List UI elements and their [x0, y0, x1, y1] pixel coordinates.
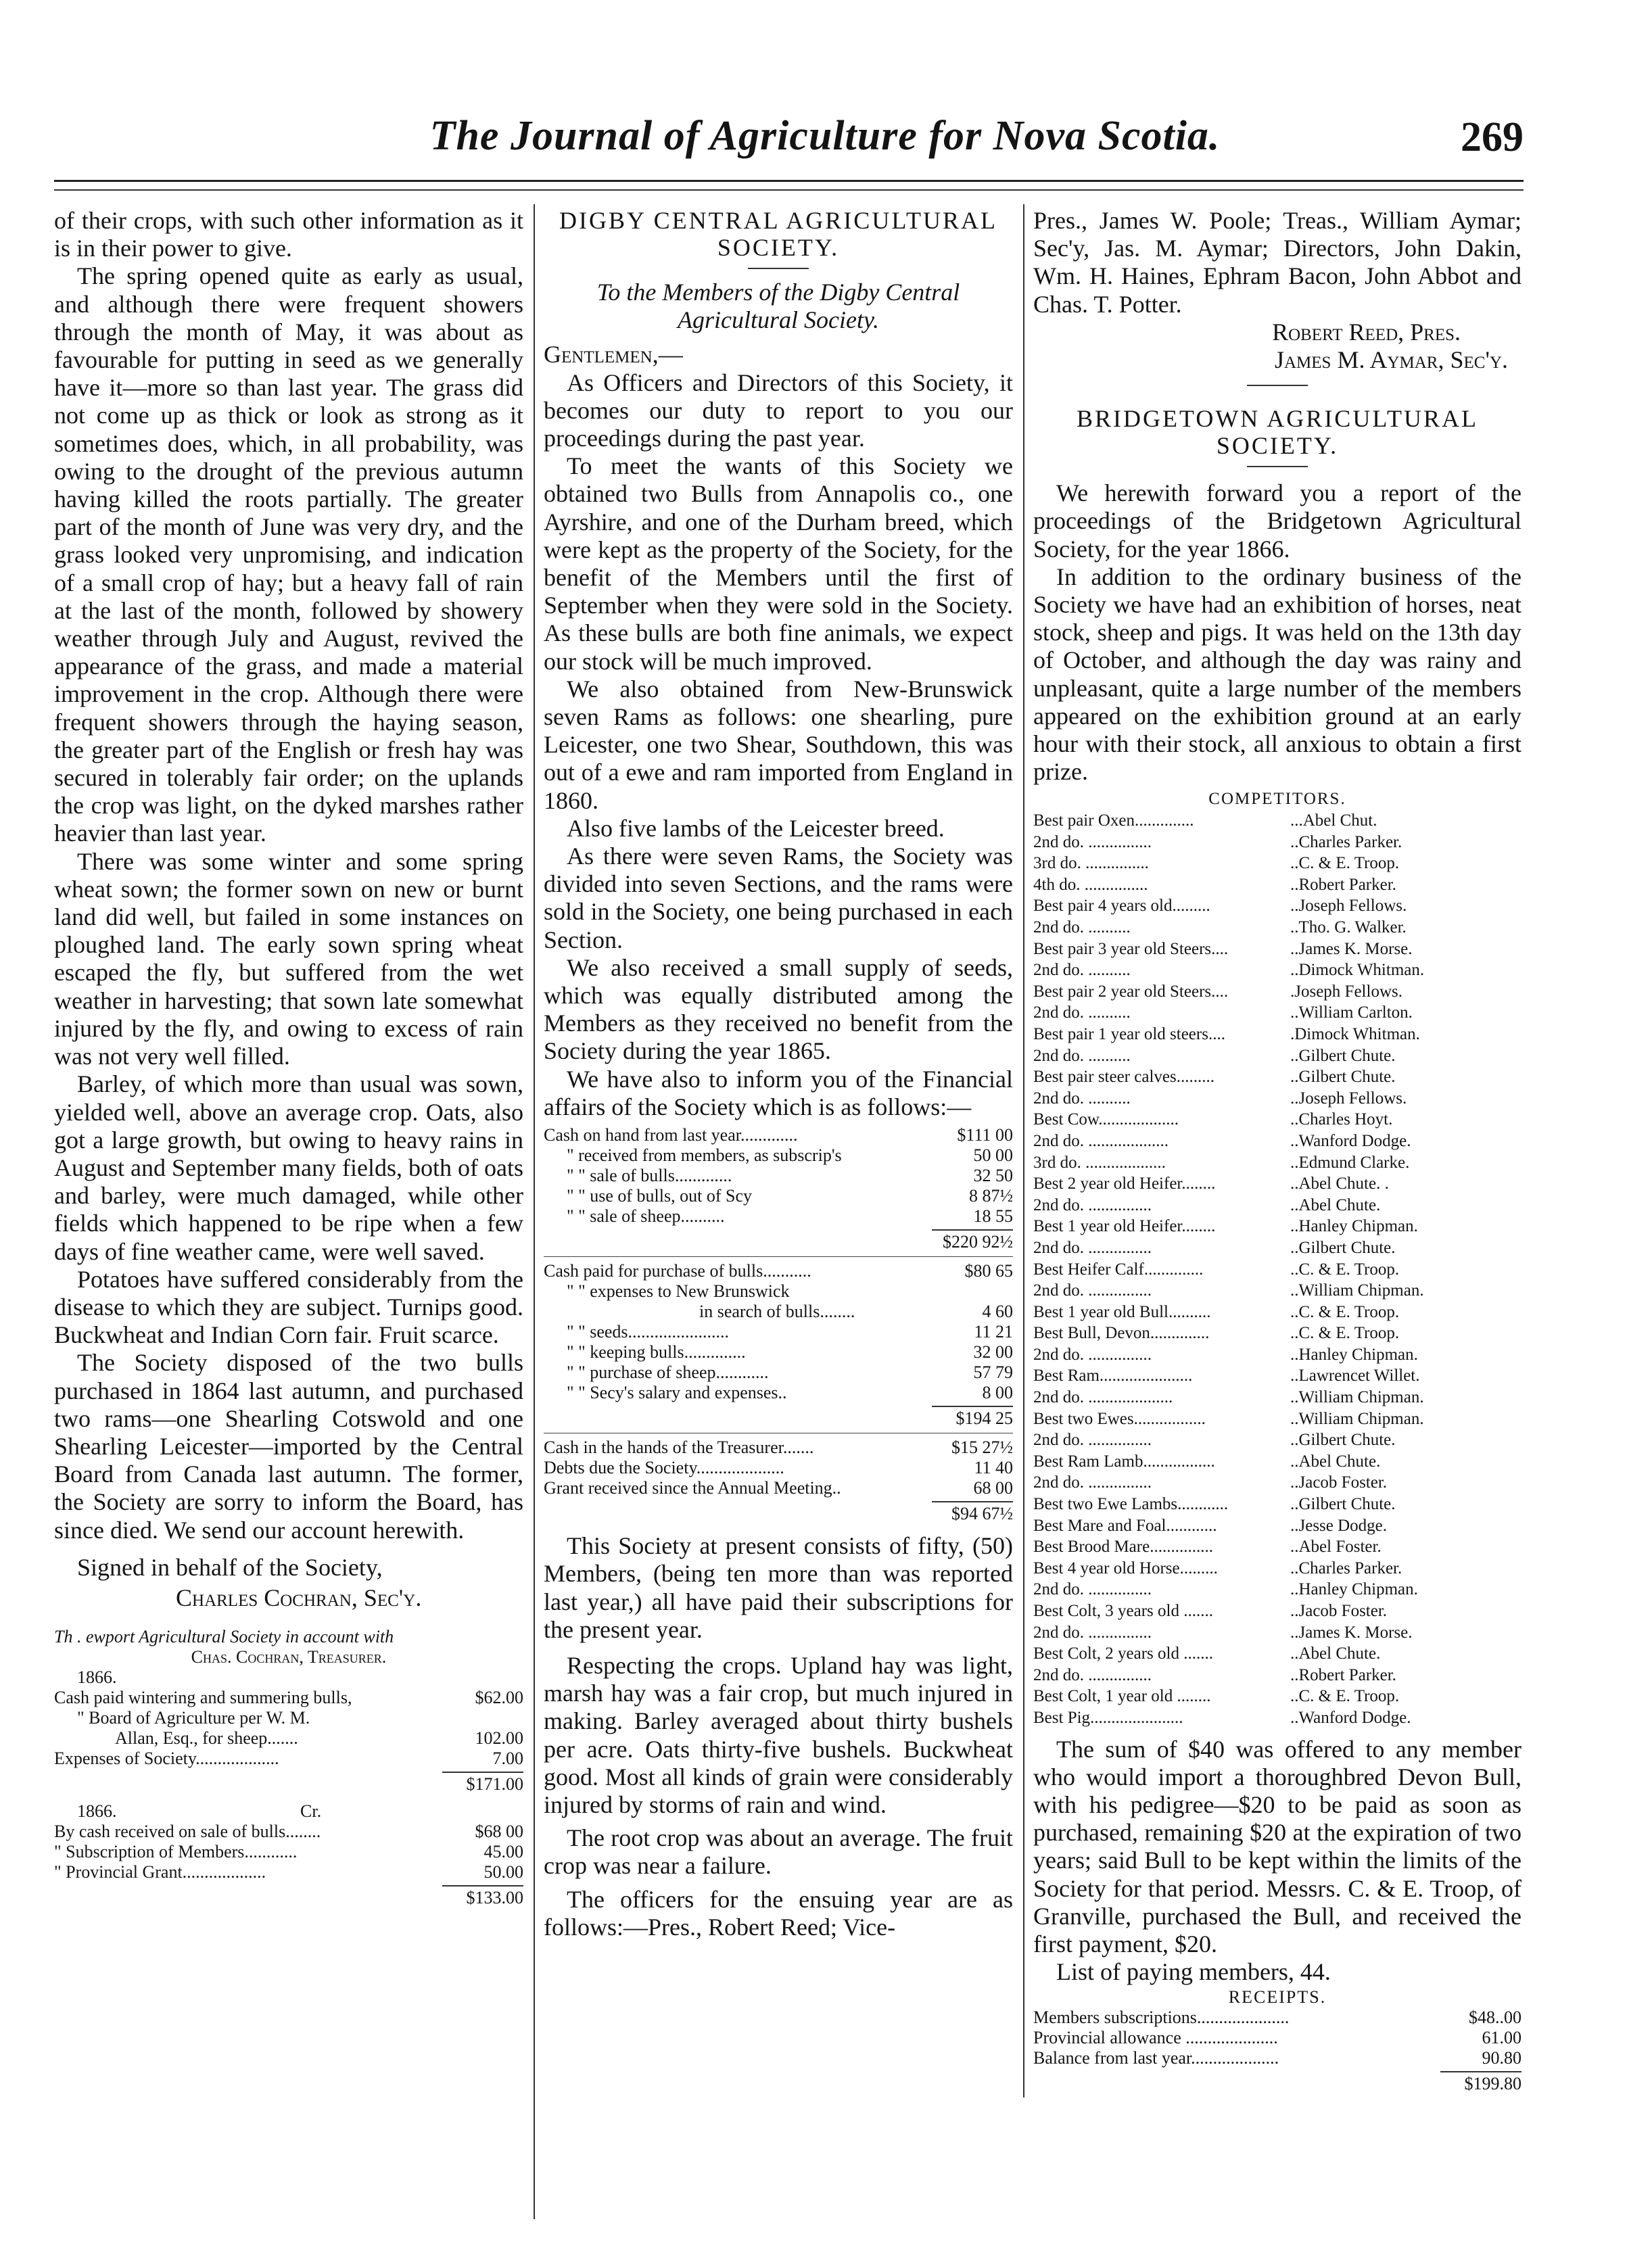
account-label: " Board of Agriculture per W. M. [77, 1708, 310, 1728]
paragraph: The officers for the ensuing year are as follows:—Pres., Robert Reed; Vice- [544, 1885, 1013, 1941]
header-rule [54, 180, 1524, 182]
competitor-row [1033, 1451, 1521, 1473]
account-amount [449, 1708, 523, 1728]
competitor-row [1033, 1066, 1521, 1088]
account-label: Balance from last year.................... [1033, 2048, 1279, 2068]
receipts-total: $199.80 [1464, 2074, 1521, 2094]
prize-label: Best 1 year old Heifer........ [1033, 1217, 1216, 1236]
receipts-account [1033, 1987, 1521, 2094]
account-amount: $111 00 [957, 1125, 1013, 1145]
competitor-row [1033, 832, 1521, 853]
competitor-name: ..Lawrencet Willet. [1290, 1367, 1420, 1385]
account-label: Cash paid for purchase of bulls........... [544, 1261, 811, 1281]
paragraph: We also obtained from New-Brunswick seven Rams as follows: one shearling, pure Leicester, one two Shear, Southdown, this was out of a ewe and ram imported from England in 1860. [544, 675, 1013, 814]
prize-label: Best Brood Mare............... [1033, 1538, 1213, 1557]
competitor-name: ..Abel Chute. [1290, 1195, 1381, 1214]
prize-label: 2nd do. ............... [1033, 832, 1152, 851]
title-rule [748, 268, 809, 269]
paid-total: $194 25 [955, 1408, 1013, 1429]
cr-year: 1866. [77, 1801, 117, 1822]
account-row [54, 1688, 523, 1708]
account-label: " " sale of bulls............. [567, 1166, 732, 1186]
competitor-name: ..Abel Chute. [1290, 1644, 1381, 1663]
paragraph: We also received a small supply of seeds, which was equally distributed among the Members as they received no benefit from the Society during the year 1865. [544, 953, 1013, 1065]
prize-label: Best Ram...................... [1033, 1367, 1193, 1385]
prize-label: Best Mare and Foal............ [1033, 1516, 1217, 1535]
account-label: " " purchase of sheep............ [567, 1362, 769, 1383]
competitor-row [1033, 1216, 1521, 1237]
account-row [1033, 2028, 1521, 2048]
paragraph: Pres., James W. Poole; Treas., William Aymar; Sec'y, Jas. M. Aymar; Directors, John Dakin, Wm. H. Haines, Ephram Bacon, John Abbot and Chas. T. Potter. [1033, 207, 1521, 318]
sum-rule [932, 1406, 1013, 1407]
dr-year: 1866. [77, 1667, 117, 1688]
account-label: " Provincial Grant................... [54, 1862, 266, 1882]
account-row [544, 1458, 1013, 1478]
paragraph: The Society disposed of the two bulls purchased in 1864 last autumn, and purchased two rams—one Shearling Cotswold and one Shearling Leicester—imported by the Central Board from Canada last autumn. The former, the Society are sorry to inform the Board, has since died. We send our account herewith. [54, 1349, 523, 1544]
competitor-name: ..James K. Morse. [1290, 939, 1413, 958]
account-row [54, 1728, 523, 1749]
account-label: " " Secy's salary and expenses.. [567, 1383, 787, 1403]
prize-label: 3rd do. ............... [1033, 854, 1149, 873]
account-label: Allan, Esq., for sheep....... [115, 1728, 298, 1749]
account-subheading: Chas. Cochran, Treasurer. [191, 1647, 387, 1667]
paragraph: The sum of $40 was offered to any member who would import a thoroughbred Devon Bull, with his pedigree—$20 to be paid as soon as purchased, remaining $20 at the expiration of two years; said Bull to be kept within the limits of the Society for that period. Messrs. C. & E. Troop, of Granville, purchased the Bull, and received the first payment, $20. [1033, 1735, 1521, 1957]
competitor-name: ..Charles Hoyt. [1290, 1110, 1393, 1129]
account-label: By cash received on sale of bulls........ [54, 1822, 321, 1842]
competitor-name: ..Hanley Chipman. [1290, 1345, 1418, 1364]
account-row [544, 1478, 1013, 1498]
signature-secretary: James M. Aymar, Sec'y. [1274, 346, 1508, 374]
newport-account [54, 1627, 523, 1908]
prize-label: Best two Ewes................. [1033, 1409, 1206, 1428]
competitor-row [1033, 1579, 1521, 1600]
column-3 [1033, 207, 1521, 2094]
account-amount: 68 00 [973, 1478, 1013, 1498]
address-line: To the Members of the Digby Central Agricultural Society. [596, 279, 960, 334]
account-row [54, 1842, 523, 1862]
competitor-name: ..James K. Morse. [1290, 1623, 1413, 1642]
competitor-name: ..Abel Chute. [1290, 1452, 1381, 1471]
competitor-name: ..Wanford Dodge. [1290, 1708, 1411, 1727]
competitor-name: ..C. & E. Troop. [1290, 1324, 1400, 1343]
prize-label: Best Ram Lamb................. [1033, 1452, 1215, 1471]
competitor-row [1033, 810, 1521, 832]
paragraph: In addition to the ordinary business of the Society we have had an exhibition of horses, neat stock, sheep and pigs. It was held on the 13th day of October, and although the day was rainy and unpleasant, quite a large number of the members appeared on the exhibition ground at an early hour with their stock, all anxious to obtain a first prize. [1033, 563, 1521, 786]
competitor-row [1033, 1665, 1521, 1686]
account-label: Grant received since the Annual Meeting.. [544, 1478, 841, 1498]
cr-label: Cr. [300, 1801, 322, 1822]
account-label: " " keeping bulls.............. [567, 1342, 746, 1362]
competitor-row [1033, 1494, 1521, 1515]
paragraph: Respecting the crops. Upland hay was light, marsh hay was a fair crop, but much injured in making. Barley averaged about thirty bushels per acre. Oats thirty-five bushels. Buckwheat good. Most all kinds of grain were considerably injured by storms of rain and wind. [544, 1651, 1013, 1818]
prize-label: 2nd do. ............... [1033, 1281, 1152, 1300]
account-amount: $62.00 [475, 1688, 523, 1708]
competitor-row [1033, 1429, 1521, 1451]
account-row [54, 1822, 523, 1842]
account-label: " " expenses to New Brunswick [567, 1281, 790, 1302]
account-amount: 45.00 [483, 1842, 523, 1862]
competitor-name: ..C. & E. Troop. [1290, 1302, 1400, 1321]
account-amount: 57 79 [973, 1362, 1013, 1383]
sum-rule [442, 1772, 523, 1773]
column-2 [544, 207, 1013, 1941]
prize-label: Best two Ewe Lambs............ [1033, 1495, 1229, 1514]
signature-president: Robert Reed, Pres. [1272, 318, 1461, 346]
account-amount: $15 27½ [951, 1438, 1013, 1458]
competitor-name: ..Robert Parker. [1290, 1665, 1396, 1684]
competitor-name: ..Joseph Fellows. [1290, 897, 1407, 916]
account-row [544, 1125, 1013, 1145]
competitor-row [1033, 939, 1521, 960]
account-row [54, 1749, 523, 1769]
competitor-row [1033, 1259, 1521, 1281]
competitor-name: ..Gilbert Chute. [1290, 1495, 1396, 1514]
competitor-row [1033, 1344, 1521, 1366]
competitor-name: ..Tho. G. Walker. [1290, 918, 1407, 937]
paragraph: We herewith forward you a report of the proceedings of the Bridgetown Agricultural Society, for the year 1866. [1033, 479, 1521, 563]
competitor-row [1033, 1643, 1521, 1665]
competitor-row [1033, 1686, 1521, 1707]
competitor-name: ..William Chipman. [1290, 1388, 1424, 1407]
account-amount: 32 50 [973, 1166, 1013, 1186]
prize-label: Best 4 year old Horse......... [1033, 1559, 1218, 1577]
account-amount: $68 00 [475, 1822, 523, 1842]
competitor-row [1033, 1323, 1521, 1344]
competitor-name: ..Hanley Chipman. [1290, 1217, 1418, 1236]
account-amount: 18 55 [973, 1206, 1013, 1227]
competitor-row [1033, 1472, 1521, 1494]
paragraph: There was some winter and some spring wheat sown; the former sown on new or burnt land did well, but failed in some instances on ploughed land. The early sown spring wheat escaped the fly, but suffered from the wet weather in harvesting; that sown late somewhat injured by the fly, and owing to excess of rain was not very well filled. [54, 847, 523, 1070]
prize-label: Best pair 1 year old steers.... [1033, 1024, 1225, 1043]
account-label: " " seeds....................... [567, 1322, 730, 1342]
competitor-name: .Joseph Fellows. [1290, 982, 1402, 1001]
prize-label: 2nd do. ............... [1033, 1195, 1152, 1214]
account-label: Cash on hand from last year............. [544, 1125, 798, 1145]
paragraph: We have also to inform you of the Financial affairs of the Society which is as follows:— [544, 1065, 1013, 1120]
account-label: Debts due the Society.................... [544, 1458, 784, 1478]
page-header-title: The Journal of Agriculture for Nova Scotia. [429, 113, 1221, 159]
competitor-name: ..Charles Parker. [1290, 832, 1402, 851]
prize-label: 2nd do. ............... [1033, 1580, 1152, 1599]
account-label: Provincial allowance ..................... [1033, 2028, 1278, 2048]
dr-total: $171.00 [466, 1774, 523, 1795]
competitor-row [1033, 1622, 1521, 1644]
prize-label: Best pair 4 years old......... [1033, 897, 1210, 916]
account-label: Cash paid wintering and summering bulls, [54, 1688, 352, 1708]
competitor-row [1033, 1600, 1521, 1622]
column-1 [54, 207, 523, 1908]
account-label: in search of bulls........ [699, 1302, 855, 1322]
paragraph: Potatoes have suffered considerably from the disease to which they are subject. Turnips good. Buckwheat and Indian Corn fair. Fruit scarce. [54, 1265, 523, 1349]
competitor-name: ..Wanford Dodge. [1290, 1131, 1411, 1150]
account-row [544, 1342, 1013, 1362]
account-label: Expenses of Society................... [54, 1749, 279, 1769]
competitor-name: ..C. & E. Troop. [1290, 854, 1400, 873]
cr-total: $133.00 [466, 1888, 523, 1908]
competitor-row [1033, 917, 1521, 939]
competitor-name: ..C. & E. Troop. [1290, 1687, 1400, 1706]
prize-label: 2nd do. ................... [1033, 1131, 1169, 1150]
prize-label: Best Colt, 2 years old ....... [1033, 1644, 1213, 1663]
competitor-row [1033, 1237, 1521, 1259]
header-rule-thin [54, 189, 1524, 191]
competitor-name: ..C. & E. Troop. [1290, 1260, 1400, 1279]
account-label: " " use of bulls, out of Scy [567, 1186, 752, 1206]
competitor-row [1033, 1195, 1521, 1216]
competitor-name: ..Hanley Chipman. [1290, 1580, 1418, 1599]
prize-label: Best 2 year old Heifer........ [1033, 1174, 1216, 1193]
account-row [544, 1261, 1013, 1281]
section-rule [1247, 385, 1308, 386]
account-amount: 32 00 [973, 1342, 1013, 1362]
competitor-name: ..Abel Chute. . [1290, 1174, 1389, 1193]
competitor-name: ..Abel Foster. [1290, 1538, 1382, 1557]
account-label: " Subscription of Members............ [54, 1842, 298, 1862]
prize-label: Best Colt, 3 years old ....... [1033, 1602, 1213, 1621]
account-label: Members subscriptions..................... [1033, 2008, 1290, 2028]
account-row [544, 1281, 1013, 1302]
competitors-list [1033, 788, 1521, 1728]
prize-label: 2nd do. ............... [1033, 1665, 1152, 1684]
competitor-name: ..Jacob Foster. [1290, 1602, 1388, 1621]
account-amount: 8 00 [982, 1383, 1013, 1403]
prize-label: 2nd do. .......... [1033, 1046, 1131, 1065]
paragraph: Barley, of which more than usual was sown, yielded well, above an average crop. Oats, also got a large growth, but owing to heavy rains in August and September many fields, both of oats and barley, were much damaged, while other fields which happened to be ripe when a few days of fine weather came, were well saved. [54, 1070, 523, 1265]
prize-label: 2nd do. ............... [1033, 1623, 1152, 1642]
sum-rule [442, 1885, 523, 1886]
account-row [544, 1362, 1013, 1383]
account-row [54, 1862, 523, 1882]
competitor-name: .Dimock Whitman. [1290, 1024, 1420, 1043]
competitor-row [1033, 1365, 1521, 1387]
competitor-name: ..Charles Parker. [1290, 1559, 1402, 1577]
account-row [54, 1708, 523, 1728]
competitor-row [1033, 1707, 1521, 1729]
account-row [1033, 2008, 1521, 2028]
paragraph: As Officers and Directors of this Society, it becomes our duty to report to you our proceedings during the past year. [544, 369, 1013, 452]
section-title-bridgetown: BRIDGETOWN AGRICULTURAL SOCIETY. [1076, 405, 1478, 460]
received-total: $220 92½ [943, 1232, 1013, 1252]
account-heading: Th . ewport Agricultural Society in account with [54, 1627, 394, 1647]
prize-label: 4th do. ............... [1033, 875, 1148, 894]
competitor-row [1033, 959, 1521, 981]
column-divider-2 [1023, 204, 1024, 2097]
account-amount: 102.00 [475, 1728, 523, 1749]
account-amount: 50.00 [483, 1862, 523, 1882]
prize-label: Best pair 2 year old Steers.... [1033, 982, 1229, 1001]
prize-label: 2nd do. .......... [1033, 961, 1131, 980]
competitor-name: ..Joseph Fellows. [1290, 1089, 1407, 1108]
salutation: Gentlemen,— [544, 341, 683, 369]
paragraph: The root crop was about an average. The fruit crop was near a failure. [544, 1824, 1013, 1880]
competitor-name: ..Jesse Dodge. [1290, 1516, 1388, 1535]
competitor-row [1033, 1408, 1521, 1430]
account-label: Cash in the hands of the Treasurer....... [544, 1438, 814, 1458]
sum-rule [932, 1229, 1013, 1231]
prize-label: 2nd do. .......... [1033, 1089, 1131, 1108]
account-row [544, 1302, 1013, 1322]
competitor-name: ..Gilbert Chute. [1290, 1068, 1396, 1087]
prize-label: Best Heifer Calf.............. [1033, 1260, 1204, 1279]
competitor-name: ..Jacob Foster. [1290, 1473, 1388, 1492]
competitor-name: ..Gilbert Chute. [1290, 1046, 1396, 1065]
account-amount: 50 00 [973, 1145, 1013, 1166]
prize-label: 2nd do. ............... [1033, 1345, 1152, 1364]
competitor-name: ..Robert Parker. [1290, 875, 1396, 894]
competitor-row [1033, 1302, 1521, 1323]
prize-label: 2nd do. .......... [1033, 1003, 1131, 1022]
paragraph: Signed in behalf of the Society, [77, 1553, 383, 1581]
account-amount: 11 21 [974, 1322, 1013, 1342]
competitor-row [1033, 1280, 1521, 1302]
account-label: " " sale of sheep.......... [567, 1206, 725, 1227]
competitor-row [1033, 1387, 1521, 1408]
account-row [544, 1145, 1013, 1166]
prize-label: 3rd do. ................... [1033, 1153, 1166, 1172]
prize-label: 2nd do. ............... [1033, 1238, 1152, 1257]
title-rule [1247, 466, 1308, 467]
paragraph: To meet the wants of this Society we obtained two Bulls from Annapolis co., one Ayrshire, and one of the Durham breed, which were kept as the property of the Society, for the benefit of the Members until the first of September when they were sold in the Society. As these bulls are both fine animals, we expect our stock will be much improved. [544, 452, 1013, 675]
account-row [544, 1322, 1013, 1342]
competitor-name: ..William Chipman. [1290, 1409, 1424, 1428]
account-amount: $48..00 [1469, 2008, 1521, 2028]
account-label: " received from members, as subscrip's [567, 1145, 842, 1166]
column-divider-1 [534, 204, 535, 2219]
receipts-heading: RECEIPTS. [1228, 1987, 1327, 2008]
prize-label: Best Colt, 1 year old ........ [1033, 1687, 1211, 1706]
prize-label: Best Cow................... [1033, 1110, 1179, 1129]
competitor-row [1033, 1536, 1521, 1558]
account-row [544, 1438, 1013, 1458]
paragraph: List of paying members, 44. [1056, 1958, 1331, 1986]
account-row [1033, 2048, 1521, 2068]
prize-label: Best 1 year old Bull.......... [1033, 1302, 1211, 1321]
competitor-row [1033, 874, 1521, 896]
cr-heading-row [54, 1801, 523, 1822]
competitor-row [1033, 1109, 1521, 1131]
signature: Charles Cochran, Sec'y. [176, 1584, 422, 1611]
paragraph: Also five lambs of the Leicester breed. [567, 814, 945, 842]
prize-label: Best Pig...................... [1033, 1708, 1183, 1727]
account-amount: $80 65 [964, 1261, 1013, 1281]
prize-label: Best pair 3 year old Steers.... [1033, 939, 1229, 958]
sum-rule [1440, 2071, 1521, 2072]
paragraph: of their crops, with such other information as it is in their power to give. [54, 207, 523, 262]
prize-label: 2nd do. ............... [1033, 1431, 1152, 1450]
competitor-row [1033, 1024, 1521, 1045]
account-amount: 8 87½ [969, 1186, 1013, 1206]
prize-label: 2nd do. ............... [1033, 1473, 1152, 1492]
paragraph: As there were seven Rams, the Society was divided into seven Sections, and the rams were sold in the Society, one being purchased in each Section. [544, 842, 1013, 953]
competitor-name: ..Edmund Clarke. [1290, 1153, 1410, 1172]
account-row [544, 1166, 1013, 1186]
competitor-row [1033, 1088, 1521, 1110]
prize-label: 2nd do. .................... [1033, 1388, 1173, 1407]
account-amount: 7.00 [492, 1749, 523, 1769]
paragraph: The spring opened quite as early as usual, and although there were frequent showers through the month of May, it was about as favourable for putting in seed as we generally have it—more so than last year. The grass did not come up as thick or look as strong as it sometimes does, which, in all probability, was owing to the drought of the previous autumn having killed the roots partially. The greater part of the month of June was very dry, and the grass looked very unpromising, and indication of a small crop of hay; but a heavy fall of rain at the last of the month, followed by showery weather through July and August, revived the appearance of the grass, and made a material improvement in the crop. Although there were frequent showers through the haying season, the greater part of the English or fresh hay was secured in tolerably fair order; on the uplands the crop was light, on the dyked marshes rather heavier than last year. [54, 262, 523, 847]
competitor-row [1033, 1152, 1521, 1174]
account-row [544, 1206, 1013, 1227]
competitor-name: ..Gilbert Chute. [1290, 1431, 1396, 1450]
account-row [544, 1383, 1013, 1403]
competitor-row [1033, 1045, 1521, 1067]
competitor-row [1033, 895, 1521, 917]
account-divider [544, 1256, 1013, 1257]
competitor-name: ..William Carlton. [1290, 1003, 1413, 1022]
sum-rule [932, 1501, 1013, 1502]
prize-label: Best pair Oxen.............. [1033, 811, 1194, 830]
account-amount [939, 1281, 1013, 1302]
competitor-name: ..William Chipman. [1290, 1281, 1424, 1300]
paragraph: This Society at present consists of fifty, (50) Members, (being ten more than was reported last year,) all have paid their subscriptions for the present year. [544, 1532, 1013, 1643]
prize-label: Best pair steer calves......... [1033, 1068, 1214, 1087]
competitor-row [1033, 1131, 1521, 1152]
account-amount: 11 40 [974, 1458, 1013, 1478]
competitor-name: ..Gilbert Chute. [1290, 1238, 1396, 1257]
section-title-digby: DIGBY CENTRAL AGRICULTURAL SOCIETY. [559, 207, 997, 261]
competitor-name: ...Abel Chut. [1290, 811, 1377, 830]
account-amount: 61.00 [1482, 2028, 1521, 2048]
account-row [544, 1186, 1013, 1206]
competitor-row [1033, 1173, 1521, 1195]
digby-account [544, 1125, 1013, 1524]
competitor-row [1033, 853, 1521, 874]
competitors-heading: COMPETITORS. [1208, 790, 1346, 809]
competitor-row [1033, 1002, 1521, 1024]
balance-total: $94 67½ [951, 1504, 1013, 1524]
prize-label: 2nd do. .......... [1033, 918, 1131, 937]
account-amount: 4 60 [982, 1302, 1013, 1322]
competitor-row [1033, 981, 1521, 1003]
account-amount: 90.80 [1482, 2048, 1521, 2068]
prize-label: Best Bull, Devon.............. [1033, 1324, 1210, 1343]
page-number: 269 [1461, 114, 1524, 160]
competitor-row [1033, 1558, 1521, 1580]
competitor-name: ..Dimock Whitman. [1290, 961, 1425, 980]
competitor-row [1033, 1515, 1521, 1537]
